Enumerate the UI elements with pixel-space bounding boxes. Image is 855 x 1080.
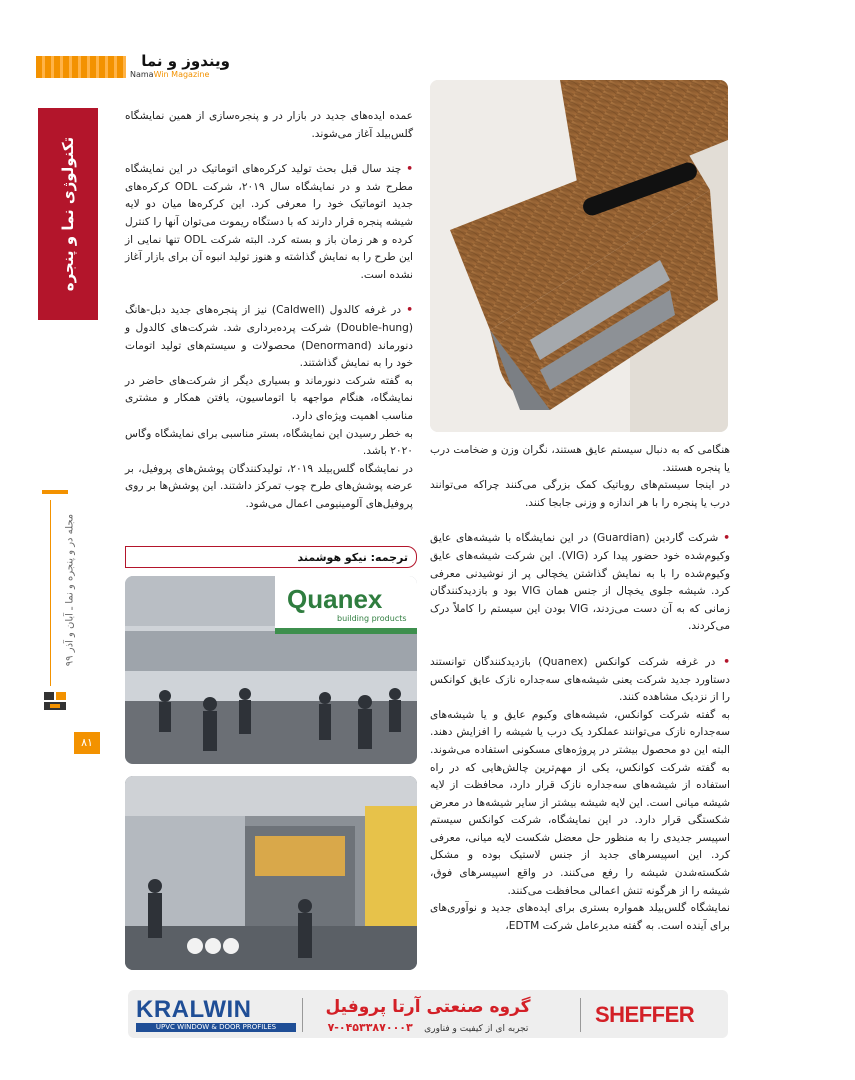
paragraph: • در غرفه شرکت کوانکس (Quanex) بازدیدکنندگان توانستند دستاورد جدید شرکت یعنی شیشه‌های سه‌جداره نازک عایق کوانکس را از نزدیک مشاهده کنند. (430, 655, 730, 704)
page-number: ۸۱ (74, 732, 100, 754)
paragraph: در نمایشگاه گلس‌بیلد ۲۰۱۹، تولیدکنندگان پوشش‌های پروفیل، بر عرضه پوشش‌های طرح چوب تمرکز داشتند. این پوشش‌ها بر روی پروفیل‌های آلومینیومی اعمال می‌شود. (125, 462, 413, 510)
paragraph: عمده ایده‌های جدید در بازار در و پنجره‌سازی از همین نمایشگاه گلس‌بیلد آغاز می‌شوند. (125, 110, 413, 140)
header-stripe (36, 56, 126, 78)
kralwin-sub: UPVC WINDOW & DOOR PROFILES (136, 1023, 296, 1032)
kralwin-logo[interactable] (136, 998, 296, 1032)
quanex-sign: Quanex (287, 584, 383, 614)
paragraph: • چند سال قبل بحث تولید کرکره‌های اتوماتیک در این نمایشگاه مطرح شد و در نمایشگاه سال ۲۰۱۹، شرکت ODL کرکره‌های جدید اتوماتیک خود را معرفی کرد. این کرکره‌ها میان دو لایه شیشه پنجره قرار دارند که با دستگاه ریموت می‌توان آنها را کنترل کرده و هر زمان باز و بسته کرد. البته شرکت ODL تنها نمایی از این طرح را به نمایش گذاشته و هنوز تولید انبوه آن برای بازار آغاز نشده است. (125, 163, 413, 281)
paragraph: • در غرفه کالدول (Caldwell) نیز از پنجره‌های جدید دبل-هانگ (Double-hung) شرکت پرده‌برداری شد. شرکت‌های کالدول و دنورماند (Denormand) محصولات و سیستم‌های تولید اتومات خود را به نمایش گذاشتند. (125, 304, 414, 370)
section-title: تکنولوژی نما و پنجره (59, 136, 77, 292)
quanex-booth-photo (125, 576, 417, 764)
paragraph: هنگامی که به دنبال سیستم عایق هستند، نگران وزن و ضخامت درب یا پنجره هستند. (430, 444, 730, 474)
logo-en: NamaWin Magazine (130, 70, 210, 79)
article-column-left (430, 442, 730, 935)
magazine-logo (130, 52, 230, 82)
paragraph: به گفته شرکت دنورماند و بسیاری دیگر از شرکت‌های حاضر در نمایشگاه، هنگام مواجهه با اتوماسیون، یافتن همکار و مشتری مناسب اهمیت ویژه‌ای دارد. (125, 374, 413, 422)
translator-credit: ترجمه: نیکو هوشمند (125, 546, 417, 568)
paragraph: • شرکت گاردین (Guardian) در این نمایشگاه با شیشه‌های عایق وکیوم‌شده خود حضور پیدا کرد (VIG). این شرکت شیشه‌های عایق وکیوم‌شده را با به نمایش گذاشتن یخچالی پر از نوشیدنی معرفی کرد. شیشه جلوی یخچال از جنس همان VIG بود و بازدیدکنندگان زمانی که به آن دست می‌زدند، VIG بودن این سیستم را کاملاً درک می‌کردند. (430, 532, 731, 633)
ad-divider (302, 998, 303, 1032)
paragraph: به گفته شرکت کوانکس، شیشه‌های وکیوم عایق و یا شیشه‌های سه‌جداره نازک می‌توانند عملکرد یک درب یا شیشه را افزایش دهند. البته این دو محصول بیشتر در پروژه‌های مسکونی استفاده می‌شوند. به گفته شرکت کوانکس، یکی از مهم‌ترین چالش‌هایی که در راه استفاده از شیشه‌های سه‌جداره نازک قرار دارد، محافظت از لایه شیشه میانی است. این لایه شیشه بیشتر از سایر شیشه‌ها در معرض شکستگی قرار دارد. در این نمایشگاه، شرکت کوانکس سیستم اسپیسر جدیدی را به منظور حل معضل شکست لایه میانی، معرفی کرد. این اسپیسرهای جدید از جنس لاستیک بوده و مشکل شکسته‌شدن شیشه را رفع می‌کنند. در واقع اسپیسرهای فوق، شیشه را از هرگونه تنش اعمالی محافظت می‌کنند. (430, 708, 730, 897)
paragraph: نمایشگاه گلس‌بیلد همواره بستری برای ایده‌های جدید و نوآوری‌های برای آینده است. به گفته مدیرعامل شرکت EDTM، (430, 902, 730, 932)
side-divider (50, 500, 51, 686)
ad-divider (580, 998, 581, 1032)
arta-tagline: تجربه ای از کیفیت و فناوری (424, 1024, 529, 1034)
arta-info (308, 1021, 548, 1036)
article-column-right (125, 108, 413, 513)
magazine-mark-icon (42, 688, 70, 716)
sheffer-name: SHEFFER (595, 1002, 695, 1027)
quanex-sign-sub: building products (337, 614, 407, 623)
sheffer-logo[interactable] (595, 1000, 695, 1030)
machinery-photo (125, 776, 417, 970)
side-accent-line (42, 490, 68, 494)
kralwin-name: KRALWIN (136, 996, 252, 1023)
profile-photo (430, 80, 728, 432)
logo-fa: ویندوز و نما (141, 52, 230, 70)
arta-block[interactable] (308, 996, 548, 1036)
arta-title: گروه صنعتی آرتا پروفیل (325, 997, 531, 1017)
paragraph: به خطر رسیدن این نمایشگاه، بستر مناسبی برای نمایشگاه وگاس ۲۰۲۰ باشد. (125, 427, 413, 458)
paragraph: در اینجا سیستم‌های روباتیک کمک بزرگی می‌کنند چراکه می‌توانند درب یا پنجره را با هر اندازه و وزنی جابجا کنند. (430, 479, 730, 509)
arta-phone: ۰۴۵۳۳۸۷۰۰۰۳-۷ (327, 1021, 413, 1034)
magazine-issue-line: مجله در و پنجره و نما ـ آبان و آذر ۹۹ (64, 513, 76, 667)
section-tab (38, 108, 98, 320)
